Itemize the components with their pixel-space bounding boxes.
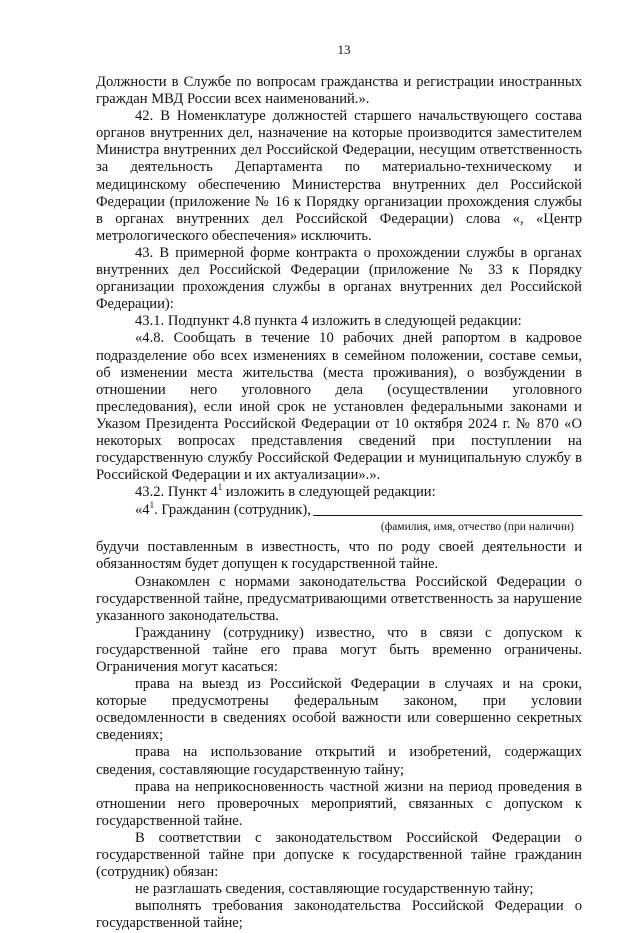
paragraph-restrictions: Гражданину (сотруднику) известно, что в связи с допуском к государственной тайне его права могут быть временно ограничены. Ограничения могут касаться:	[96, 624, 582, 675]
paragraph-43-2-tail: изложить в следующей редакции:	[222, 484, 436, 501]
paragraph-43-2-text: 43.2. Пункт 4	[135, 484, 218, 501]
paragraph-right-exit: права на выезд из Российской Федерации в случаях и на сроки, которые предусмотрены федеральным законом, при условии осведомленности в сведениях особой важности или совершенно секретных сведениях;	[96, 676, 582, 744]
paragraph-no-disclose: не разглашать сведения, составляющие государственную тайну;	[135, 881, 534, 898]
paragraph-acquainted: Ознакомлен с нормами законодательства Российской Федерации о государственной тайне, предусматривающими ответственность за нарушение указанного законодательства.	[96, 573, 582, 624]
paragraph-comply: выполнять требования законодательства Российской Федерации о государственной тайне;	[96, 898, 582, 932]
paragraph-43-1: 43.1. Подпункт 4.8 пункта 4 изложить в следующей редакции:	[135, 313, 522, 330]
paragraph-43: 43. В примерной форме контракта о прохождении службы в органах внутренних дел Российской Федерации (приложение № 33 к Порядку организации прохождения службы в органах внутренних дел Российской Федерации):	[96, 244, 582, 313]
citizen-fio-label	[135, 502, 311, 519]
paragraph-right-inventions: права на использование открытий и изобретений, содержащих сведения, составляющие государственную тайну;	[96, 744, 582, 778]
paragraph-obligations: В соответствии с законодательством Российской Федерации о государственной тайне при допуске к государственной тайне гражданин (сотрудник) обязан:	[96, 829, 582, 881]
paragraph-42: 42. В Номенклатуре должностей старшего начальствующего состава органов внутренних дел, назначение на которые производится заместителем Министра внутренних дел Российской Федерации, несущим ответственность за деятельность Департамента по материально-техническому и медицинскому обеспечению Министерства внутренних дел Российской Федерации (приложение № 16 к Порядку организации прохождения службы в органах внутренних дел Российской Федерации) слова «, «Центр метрологического обеспечения» исключить.	[96, 108, 582, 244]
paragraph-43-2	[96, 484, 582, 501]
paragraph-right-privacy: права на неприкосновенность частной жизни на период проведения в отношении него проверочных мероприятий, связанных с допуском к государственной тайне.	[96, 778, 582, 829]
citizen-fio-row	[96, 501, 582, 519]
paragraph-4-8-quote: «4.8. Сообщать в течение 10 рабочих дней рапортом в кадровое подразделение обо всех изменениях в семейном положении, составе семьи, об изменении места жительства (места проживания), о возбуждении в отношении него уголовного дела (осуществлении уголовного преследования), если иной срок не установлен федеральными законами и Указом Президента Российской Федерации от 10 октября 2024 г. № 870 «О некоторых вопросах представления сведений при поступлении на государственную службу Российской Федерации и муниципальную службу в Российской Федерации и их актуализации».».	[96, 330, 582, 484]
fio-label-tail: . Гражданин (сотрудник),	[154, 502, 311, 519]
fio-label-text: «4	[135, 502, 150, 519]
fio-underline	[313, 501, 582, 516]
paragraph-continuation: Должности в Службе по вопросам гражданства и регистрации иностранных граждан МВД России всех наименований.».	[96, 74, 582, 108]
paragraph-43-2-sup: 1	[217, 482, 223, 493]
fio-label-sup: 1	[149, 500, 155, 511]
paragraph-aware: будучи поставленным в известность, что по роду своей деятельности и обязанностям будет допущен к государственной тайне.	[96, 539, 582, 573]
page-number: 13	[337, 42, 351, 57]
fio-hint: (фамилия, имя, отчество (при наличии)	[380, 521, 574, 534]
